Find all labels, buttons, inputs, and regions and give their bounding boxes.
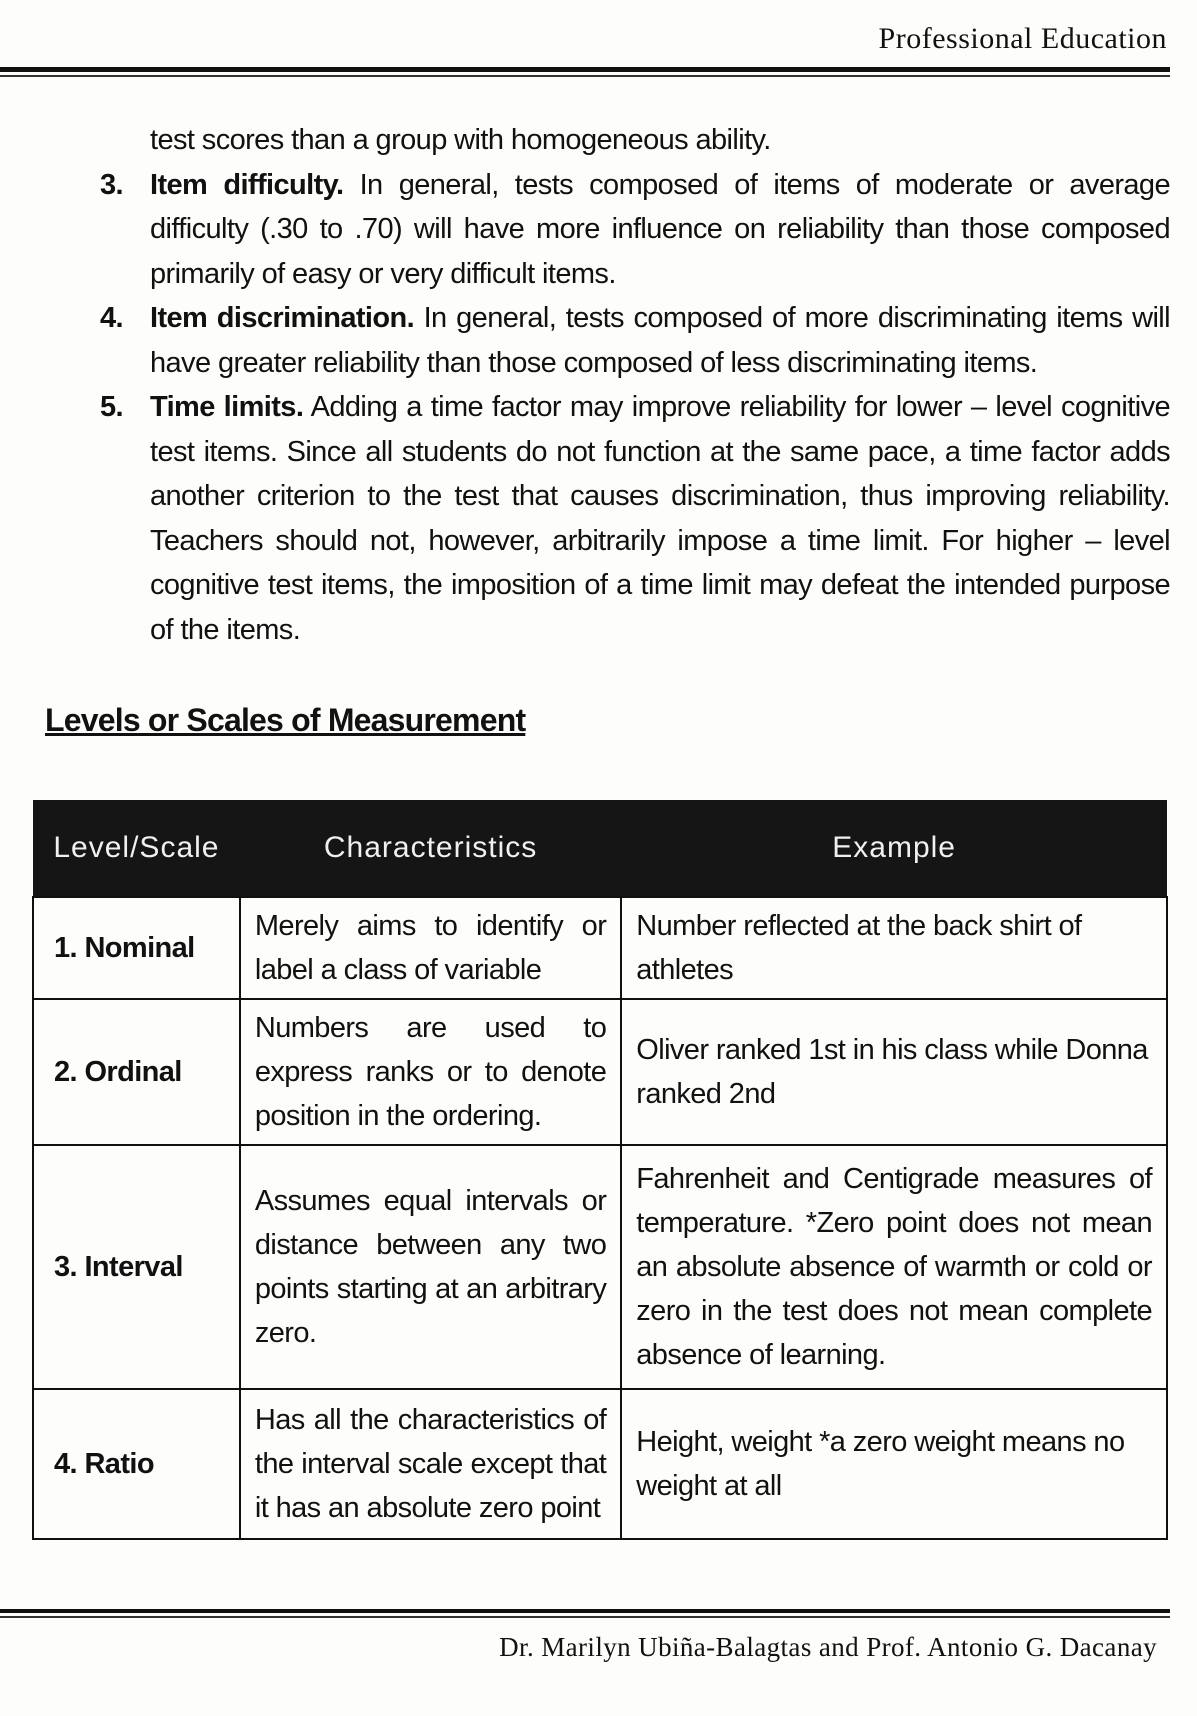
table-row: [33, 1389, 1167, 1539]
cell-characteristics: Numbers are used to express ranks or to denote position in the ordering.: [240, 999, 621, 1145]
cell-characteristics: Merely aims to identify or label a class of variable: [240, 897, 621, 999]
factor-lead: Time limits.: [150, 391, 304, 423]
factor-text: [150, 163, 1170, 297]
table-row: [33, 999, 1167, 1145]
factor-item-time-limits: [100, 385, 1170, 652]
header-rule-thin: [0, 75, 1170, 77]
footer-authors: Dr. Marilyn Ubiña-Balagtas and Prof. Antonio G. Dacanay: [499, 1632, 1157, 1662]
factor-item-discrimination: [100, 296, 1170, 385]
cell-level: 4. Ratio: [33, 1389, 240, 1539]
factor-number: 4.: [100, 302, 123, 334]
factor-number: 3.: [100, 168, 123, 201]
footer-rule-thin: [0, 1616, 1170, 1618]
intro-continuation: test scores than a group with homogeneous ability.: [150, 124, 771, 156]
factor-number: 5.: [100, 391, 123, 423]
cell-level: 3. Interval: [33, 1145, 240, 1389]
cell-level: 1. Nominal: [33, 897, 240, 999]
header-characteristics: Characteristics: [240, 800, 621, 897]
header-example: Example: [621, 800, 1167, 897]
factor-body: In general, tests composed of more discriminating items will have greater reliability than those composed of less discriminating items.: [150, 302, 1170, 379]
section-title: Levels or Scales of Measurement: [45, 702, 526, 738]
example-line-1: Oliver ranked 1st in his class while Donna ranked 2nd: [636, 1034, 1148, 1110]
cell-example: Fahrenheit and Centigrade measures of temperature. *Zero point does not mean an absolute absence of warmth or cold or zero in the test does not mean complete absence of learning.: [621, 1145, 1167, 1389]
factor-body: In general, tests composed of items of moderate or average difficulty (.30 to .70) will have more influence on reliability than those composed primarily of easy or very difficult items.: [150, 168, 1170, 290]
cell-example: Number reflected at the back shirt of athletes: [621, 897, 1167, 999]
cell-characteristics: Assumes equal intervals or distance between any two points starting at an arbitrary zero.: [240, 1145, 621, 1389]
table-row: [33, 1145, 1167, 1389]
cell-characteristics: Has all the characteristics of the interval scale except that it has an absolute zero point: [240, 1389, 621, 1539]
cell-level: 2. Ordinal: [33, 999, 240, 1145]
table-row: [33, 897, 1167, 999]
factor-item-difficulty: [100, 163, 1170, 297]
header-rule: [0, 67, 1170, 72]
measurement-scales-table: [32, 800, 1168, 1540]
footer-rule: [0, 1609, 1170, 1613]
factor-body: Adding a time factor may improve reliability for lower – level cognitive test items. Since all students do not function at the same pace, a time factor adds another criterion to the test that causes discrimination, thus improving reliability. Teachers should not, however, arbitrarily impose a time limit. For higher – level cognitive test items, the imposition of a time limit may defeat the intended purpose of the items.: [150, 391, 1171, 646]
factor-lead: Item discrimination.: [150, 302, 415, 334]
factor-lead: Item difficulty.: [150, 168, 344, 201]
factor-text: [150, 385, 1170, 652]
header-level: Level/Scale: [33, 800, 240, 897]
cell-example: Height, weight *a zero weight means no weight at all: [621, 1389, 1167, 1539]
factors-section: [100, 118, 1170, 652]
factor-text: [150, 296, 1170, 385]
running-header: Professional Education: [878, 22, 1167, 55]
table-header-row: [33, 800, 1167, 897]
cell-example: [621, 999, 1167, 1145]
